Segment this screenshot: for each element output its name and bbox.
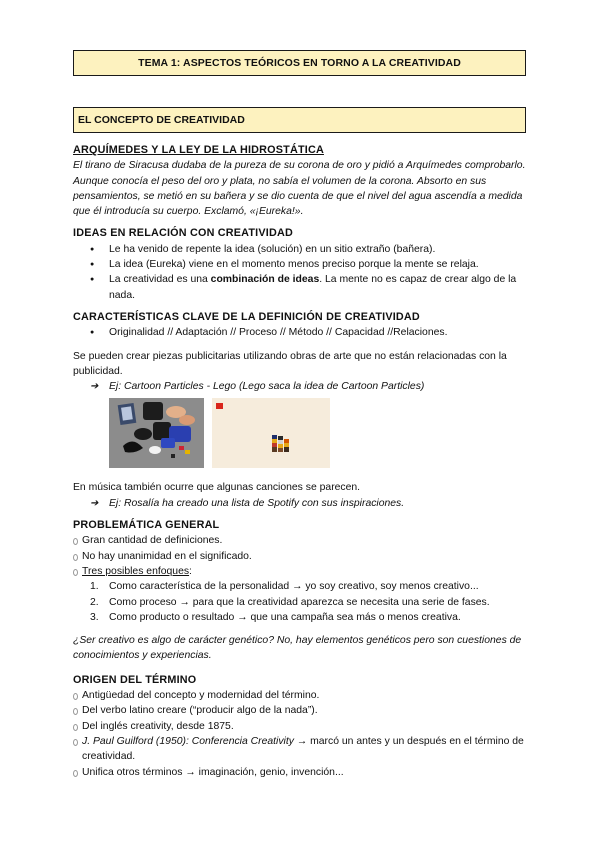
item-text: Como característica de la personalidad → yo soy creativo, soy menos creativo... (109, 581, 479, 593)
problematica-list (73, 533, 528, 579)
paragraph-musica: En música también ocurre que algunas canciones se parecen. (73, 482, 361, 494)
list-item: Antigüedad del concepto y modernidad del término. (73, 688, 528, 703)
italic-text: J. Paul Guilford (1950): Conferencia Creativity (82, 735, 294, 747)
list-item (73, 595, 528, 610)
list-item: Del verbo latino creare (“producir algo de la nada”). (73, 703, 528, 718)
heading-ideas: IDEAS EN RELACIÓN CON CREATIVIDAD (73, 227, 293, 240)
item-text: Como producto o resultado → que una campaña sea más o menos creativa. (109, 611, 461, 623)
text-span: La creatividad es una (109, 274, 211, 286)
list-item: ● La idea (Eureka) viene en el momento menos preciso porque la mente se relaja. (73, 257, 528, 272)
list-item (73, 734, 528, 765)
item-number: 2. (90, 596, 99, 608)
list-item (73, 564, 528, 579)
page-title: TEMA 1: ASPECTOS TEÓRICOS EN TORNO A LA CREATIVIDAD (73, 50, 526, 76)
text-span: . La mente no es capaz de crear algo de la nada. (109, 274, 517, 301)
heading-problematica: PROBLEMÁTICA GENERAL (73, 519, 220, 532)
example-list (73, 379, 528, 394)
list-item (73, 272, 528, 303)
list-item: ➔ Ej: Cartoon Particles - Lego (Lego saca la idea de Cartoon Particles) (73, 379, 528, 394)
origen-list (73, 688, 528, 780)
lego-ad-image (212, 398, 330, 468)
underlined-text: Tres posibles enfoques (82, 565, 190, 577)
enfoques-list (73, 579, 528, 625)
heading-origen: ORIGEN DEL TÉRMINO (73, 673, 197, 686)
example-images (73, 398, 528, 474)
text-span: → marcó un antes y un después en el término de creatividad. (82, 735, 524, 763)
paragraph-arquimedes: El tirano de Siracusa dudaba de la pureza de su corona de oro y pidió a Arquímedes comprobarlo. Aunque conocía el peso del oro y plata, no sabía el volumen de la corona. Absorto en sus pensamientos, se metió en su bañera y se dio cuenta de que el nivel del agua ascendía a medida que él introducía su cuerpo. Exclamó, «¡Eureka!». (73, 160, 526, 218)
list-item: Del inglés creativity, desde 1875. (73, 719, 528, 734)
list-item: ➔ Ej: Rosalía ha creado una lista de Spotify con sus inspiraciones. (73, 496, 528, 511)
heading-caracteristicas: CARACTERÍSTICAS CLAVE DE LA DEFINICIÓN DE CREATIVIDAD (73, 310, 420, 323)
caracteristicas-list (73, 325, 528, 340)
cartoon-particles-image (109, 398, 204, 468)
ideas-list (73, 242, 528, 303)
item-number: 3. (90, 611, 99, 623)
item-number: 1. (90, 581, 99, 593)
bold-text: combinación de ideas (210, 274, 320, 286)
heading-arquimedes: ARQUÍMEDES Y LA LEY DE LA HIDROSTÁTICA (73, 144, 324, 156)
list-item: ● Originalidad // Adaptación // Proceso // Método // Capacidad //Relaciones. (73, 325, 528, 340)
list-item: Gran cantidad de definiciones. (73, 533, 528, 548)
paragraph-publicidad: Se pueden crear piezas publicitarias utilizando obras de arte que no están relacionadas con la publicidad. (73, 350, 507, 377)
item-text: Como proceso → para que la creatividad aparezca se necesita una serie de fases. (109, 596, 490, 608)
list-item: ● Le ha venido de repente la idea (solución) en un sitio extraño (bañera). (73, 242, 528, 257)
list-item: Unifica otros términos → imaginación, genio, invención... (73, 765, 528, 780)
list-item (73, 610, 528, 625)
document-body (73, 143, 528, 780)
list-item (73, 579, 528, 594)
paragraph-question: ¿Ser creativo es algo de carácter genético? No, hay elementos genéticos pero son cuestiones de conocimientos y experiencias. (73, 635, 522, 662)
section-title: EL CONCEPTO DE CREATIVIDAD (73, 107, 526, 133)
text-span: : (189, 565, 192, 577)
list-item: No hay unanimidad en el significado. (73, 549, 528, 564)
example-list (73, 496, 528, 511)
